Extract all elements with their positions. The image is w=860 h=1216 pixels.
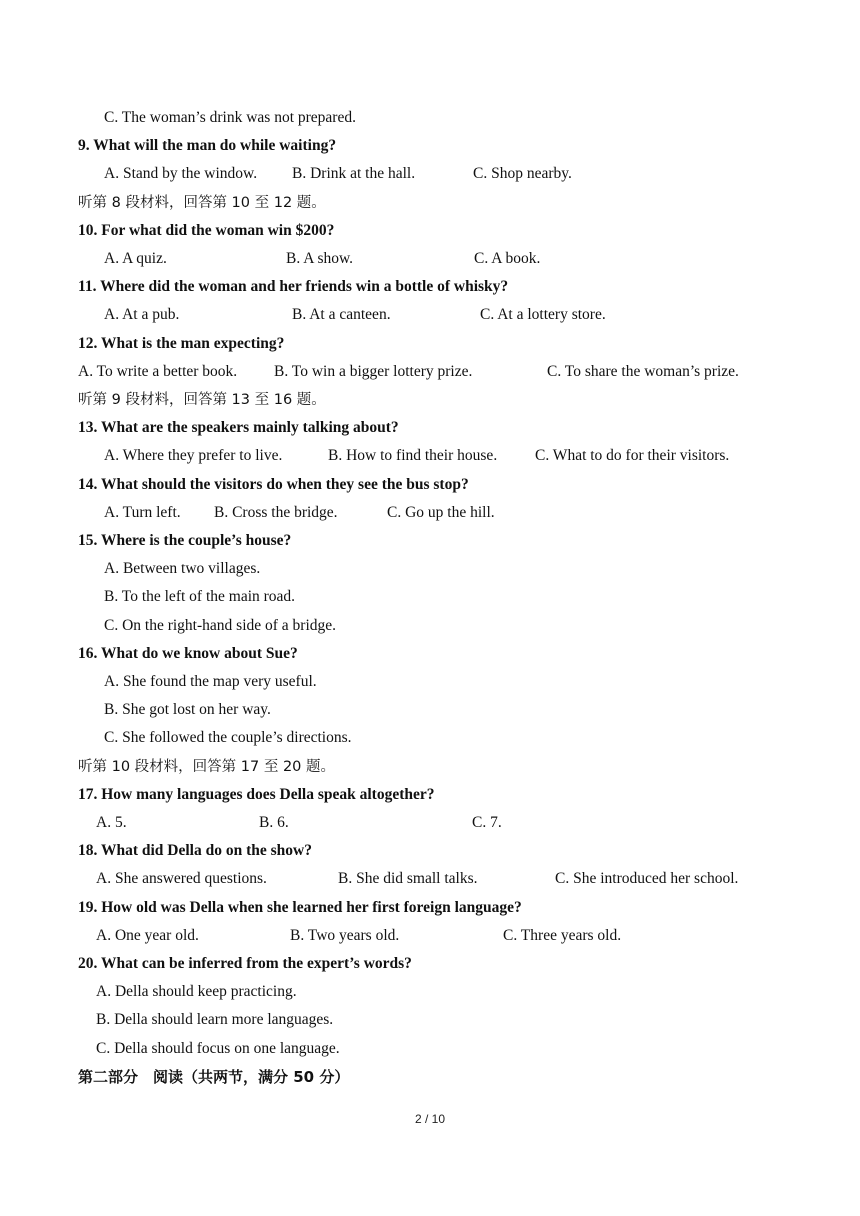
answer-option: B. She got lost on her way. <box>104 701 271 719</box>
question-text: 17. How many languages does Della speak altogether? <box>78 785 435 803</box>
answer-option: B. A show. <box>286 250 354 267</box>
question-text: 16. What do we know about Sue? <box>78 644 298 662</box>
answer-option: A. To write a better book. <box>78 362 238 380</box>
answer-option: A. 5. <box>96 814 127 831</box>
answer-option: B. Della should learn more languages. <box>96 1011 334 1029</box>
answer-option: C. She followed the couple’s directions. <box>104 729 352 747</box>
section-instruction: 听第 10 段材料，回答第 17 至 20 题。 <box>78 758 336 775</box>
section-instruction: 听第 8 段材料，回答第 10 至 12 题。 <box>78 194 326 211</box>
answer-option: A. Where they prefer to live. <box>104 447 283 465</box>
answer-option: A. One year old. <box>96 926 199 944</box>
page-number: 2 / 10 <box>414 1112 446 1126</box>
answer-option: C. A book. <box>474 250 541 267</box>
answer-option: C. Go up the hill. <box>387 503 495 521</box>
question-text: 10. For what did the woman win $200? <box>78 221 335 239</box>
answer-option: A. Della should keep practicing. <box>96 983 297 1001</box>
answer-option: B. To the left of the main road. <box>104 588 296 606</box>
question-text: 18. What did Della do on the show? <box>78 842 312 860</box>
answer-option: A. At a pub. <box>104 306 180 324</box>
question-text: 14. What should the visitors do when they see the bus stop? <box>78 475 469 493</box>
answer-option: C. At a lottery store. <box>480 306 606 324</box>
part-heading: 第二部分 阅读（共两节，满分 50 分） <box>78 1067 350 1086</box>
answer-option: A. She found the map very useful. <box>104 673 317 690</box>
answer-option: B. To win a bigger lottery prize. <box>274 362 473 380</box>
section-instruction: 听第 9 段材料，回答第 13 至 16 题。 <box>78 392 326 408</box>
answer-option: A. Turn left. <box>104 503 181 521</box>
answer-option: C. Shop nearby. <box>473 165 572 183</box>
answer-option: A. A quiz. <box>104 250 167 267</box>
answer-option: B. 6. <box>259 814 289 831</box>
question-text: 13. What are the speakers mainly talking about? <box>78 419 399 437</box>
question-text: 9. What will the man do while waiting? <box>78 137 337 155</box>
question-text: 20. What can be inferred from the expert’s words? <box>78 955 412 972</box>
question-text: 11. Where did the woman and her friends win a bottle of whisky? <box>78 278 509 296</box>
answer-option: A. Stand by the window. <box>104 165 258 183</box>
answer-option: C. On the right-hand side of a bridge. <box>104 616 337 634</box>
answer-option: A. Between two villages. <box>104 560 261 578</box>
answer-option: C. What to do for their visitors. <box>535 447 730 465</box>
answer-option: B. Two years old. <box>290 926 400 944</box>
question-text: 19. How old was Della when she learned her first foreign language? <box>78 898 522 916</box>
answer-option: C. She introduced her school. <box>555 870 739 888</box>
answer-option: C. 7. <box>472 814 502 831</box>
answer-option: A. She answered questions. <box>96 870 267 888</box>
answer-option: B. Drink at the hall. <box>292 165 416 183</box>
answer-option: B. She did small talks. <box>338 870 478 888</box>
answer-option: B. At a canteen. <box>292 306 391 324</box>
question-text: 12. What is the man expecting? <box>78 334 285 352</box>
question-text: 15. Where is the couple’s house? <box>78 532 292 549</box>
answer-option: B. How to find their house. <box>328 447 498 465</box>
answer-option: C. Della should focus on one language. <box>96 1039 340 1057</box>
answer-option: C. The woman’s drink was not prepared. <box>104 109 356 126</box>
answer-option: B. Cross the bridge. <box>214 503 338 521</box>
answer-option: C. To share the woman’s prize. <box>547 362 739 380</box>
answer-option: C. Three years old. <box>503 926 622 944</box>
